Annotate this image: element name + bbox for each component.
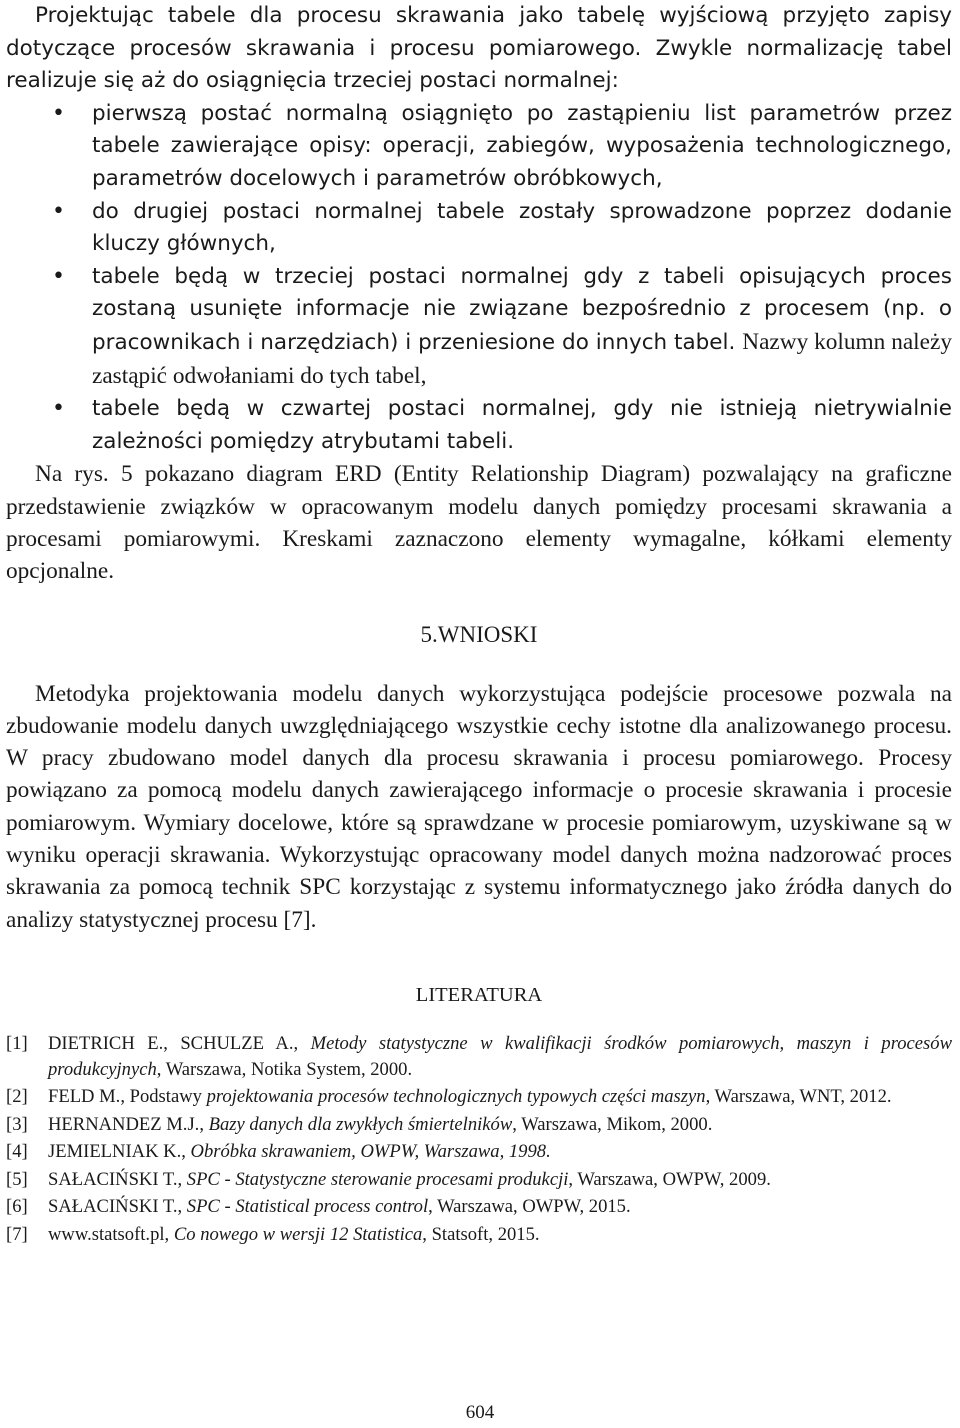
reference-publisher: , Statsoft, 2015. (422, 1223, 540, 1245)
reference-author: FELD M., Podstawy (48, 1086, 207, 1108)
reference-publisher: , Warszawa, Notika System, 2000. (156, 1058, 413, 1080)
list-item-text: tabele będą w czwartej postaci normalnej, gdy nie istnieją nietrywialnie zależności pomiędzy atrybutami tabeli. (92, 396, 952, 454)
reference-title: Metody statystyczne w kwalifikacji środków pomiarowych, maszyn i procesów produkcyjnych (48, 1032, 952, 1080)
erd-paragraph (6, 458, 952, 587)
reference-number: [6] (6, 1196, 28, 1218)
list-item-text: do drugiej postaci normalnej tabele zostały sprowadzone poprzez dodanie kluczy głównych, (92, 198, 952, 257)
reference-author: JEMIELNIAK K., (48, 1141, 191, 1163)
conclusions-heading: 5.WNIOSKI (420, 621, 538, 647)
list-item-tail-text: Nazwy kolumn należy zastąpić odwołaniami do tych tabel, (92, 328, 952, 389)
reference-title: projektowania procesów technologicznych typowych części maszyn (206, 1086, 706, 1108)
reference-publisher: , Warszawa, Mikom, 2000. (512, 1113, 713, 1135)
reference-publisher: , Warszawa, OWPW, 2009. (568, 1168, 771, 1190)
reference-number: [3] (6, 1113, 28, 1135)
reference-item (6, 1139, 952, 1165)
reference-author: www.statsoft.pl, (48, 1223, 174, 1245)
reference-title: SPC - Statistical process control (186, 1196, 429, 1218)
list-item-text: pierwszą postać normalną osiągnięto po zastąpieniu list parametrów przez tabele zawierające opisy: operacji, zabiegów, wyposażenia technologicznego, parametrów docelowych i parametrów obróbkowych, (92, 100, 952, 191)
reference-item (6, 1112, 952, 1138)
reference-item (6, 1167, 952, 1193)
conclusions-heading-wrap (6, 622, 952, 648)
reference-author: HERNANDEZ M.J., (48, 1113, 209, 1135)
reference-item (6, 1222, 952, 1248)
reference-item (6, 1084, 952, 1110)
reference-author: SAŁACIŃSKI T., (48, 1168, 187, 1190)
reference-number: [2] (6, 1086, 28, 1108)
intro-paragraph: Projektując tabele dla procesu skrawania jako tabelę wyjściową przyjęto zapisy dotyczące procesów skrawania i procesu pomiarowego. Zwykle normalizację tabel realizuje się aż do osiągnięcia trzeciej postaci normalnej: (6, 3, 952, 94)
reference-publisher: , Warszawa, WNT, 2012. (705, 1086, 892, 1108)
list-item (92, 393, 952, 458)
reference-author: SAŁACIŃSKI T., (48, 1196, 187, 1218)
list-item-text: tabele będą w trzeciej postaci normalnej gdy z tabeli opisujących proces zostaną usunięte informacje nie związane bezpośrednio z procesem (np. o pracownikach i narzędziach) i przeniesione do innych tabel. (92, 263, 952, 355)
reference-title: Obróbka skrawaniem, OWPW, Warszawa, 1998. (190, 1141, 551, 1163)
normalization-list (6, 98, 952, 459)
literature-heading-wrap (6, 984, 952, 1007)
conclusions-paragraph (6, 678, 952, 936)
reference-title: Bazy danych dla zwykłych śmiertelników (208, 1113, 513, 1135)
conclusions-paragraph-text: Metodyka projektowania modelu danych wykorzystująca podejście procesowe pozwala na zbudowanie modelu danych uwzględniającego wszystkie cechy istotne dla analizowanego procesu. W pracy zbudowano model danych dla procesu skrawania i procesu pomiarowego. Procesy powiązano za pomocą modelu danych zawierającego informacje o procesie skrawania i procesie pomiarowym. Wymiary docelowe, które są sprawdzane w procesie pomiarowym, uzyskiwane są w wyniku operacji skrawania. Wykorzystując opracowany model danych można nadzorować proces skrawania za pomocą technik SPC korzystając z systemu informatycznego jako źródła danych do analizy statystycznej procesu [7]. (6, 680, 952, 933)
page-number: 604 (465, 1402, 495, 1423)
list-item (92, 196, 952, 261)
reference-number: [7] (6, 1223, 28, 1245)
reference-author: DIETRICH E., SCHULZE A., (48, 1032, 311, 1054)
reference-number: [1] (6, 1032, 28, 1054)
reference-number: [5] (6, 1168, 28, 1190)
reference-item (6, 1194, 952, 1220)
reference-publisher: , Warszawa, OWPW, 2015. (428, 1196, 631, 1218)
erd-paragraph-text: Na rys. 5 pokazano diagram ERD (Entity Relationship Diagram) pozwalający na graficzne przedstawienie związków w opracowanym modelu danych pomiędzy procesami skrawania a procesami pomiarowymi. Kreskami zaznaczono elementy wymagalne, kółkami elementy opcjonalne. (6, 461, 952, 585)
reference-title: Co nowego w wersji 12 Statistica (173, 1223, 423, 1245)
list-item (92, 98, 952, 196)
literature-heading: LITERATURA (415, 983, 543, 1006)
list-item (92, 261, 952, 393)
reference-number: [4] (6, 1141, 28, 1163)
reference-title: SPC - Statystyczne sterowanie procesami produkcji (186, 1168, 569, 1190)
reference-item (6, 1031, 952, 1083)
reference-list (6, 1031, 952, 1248)
